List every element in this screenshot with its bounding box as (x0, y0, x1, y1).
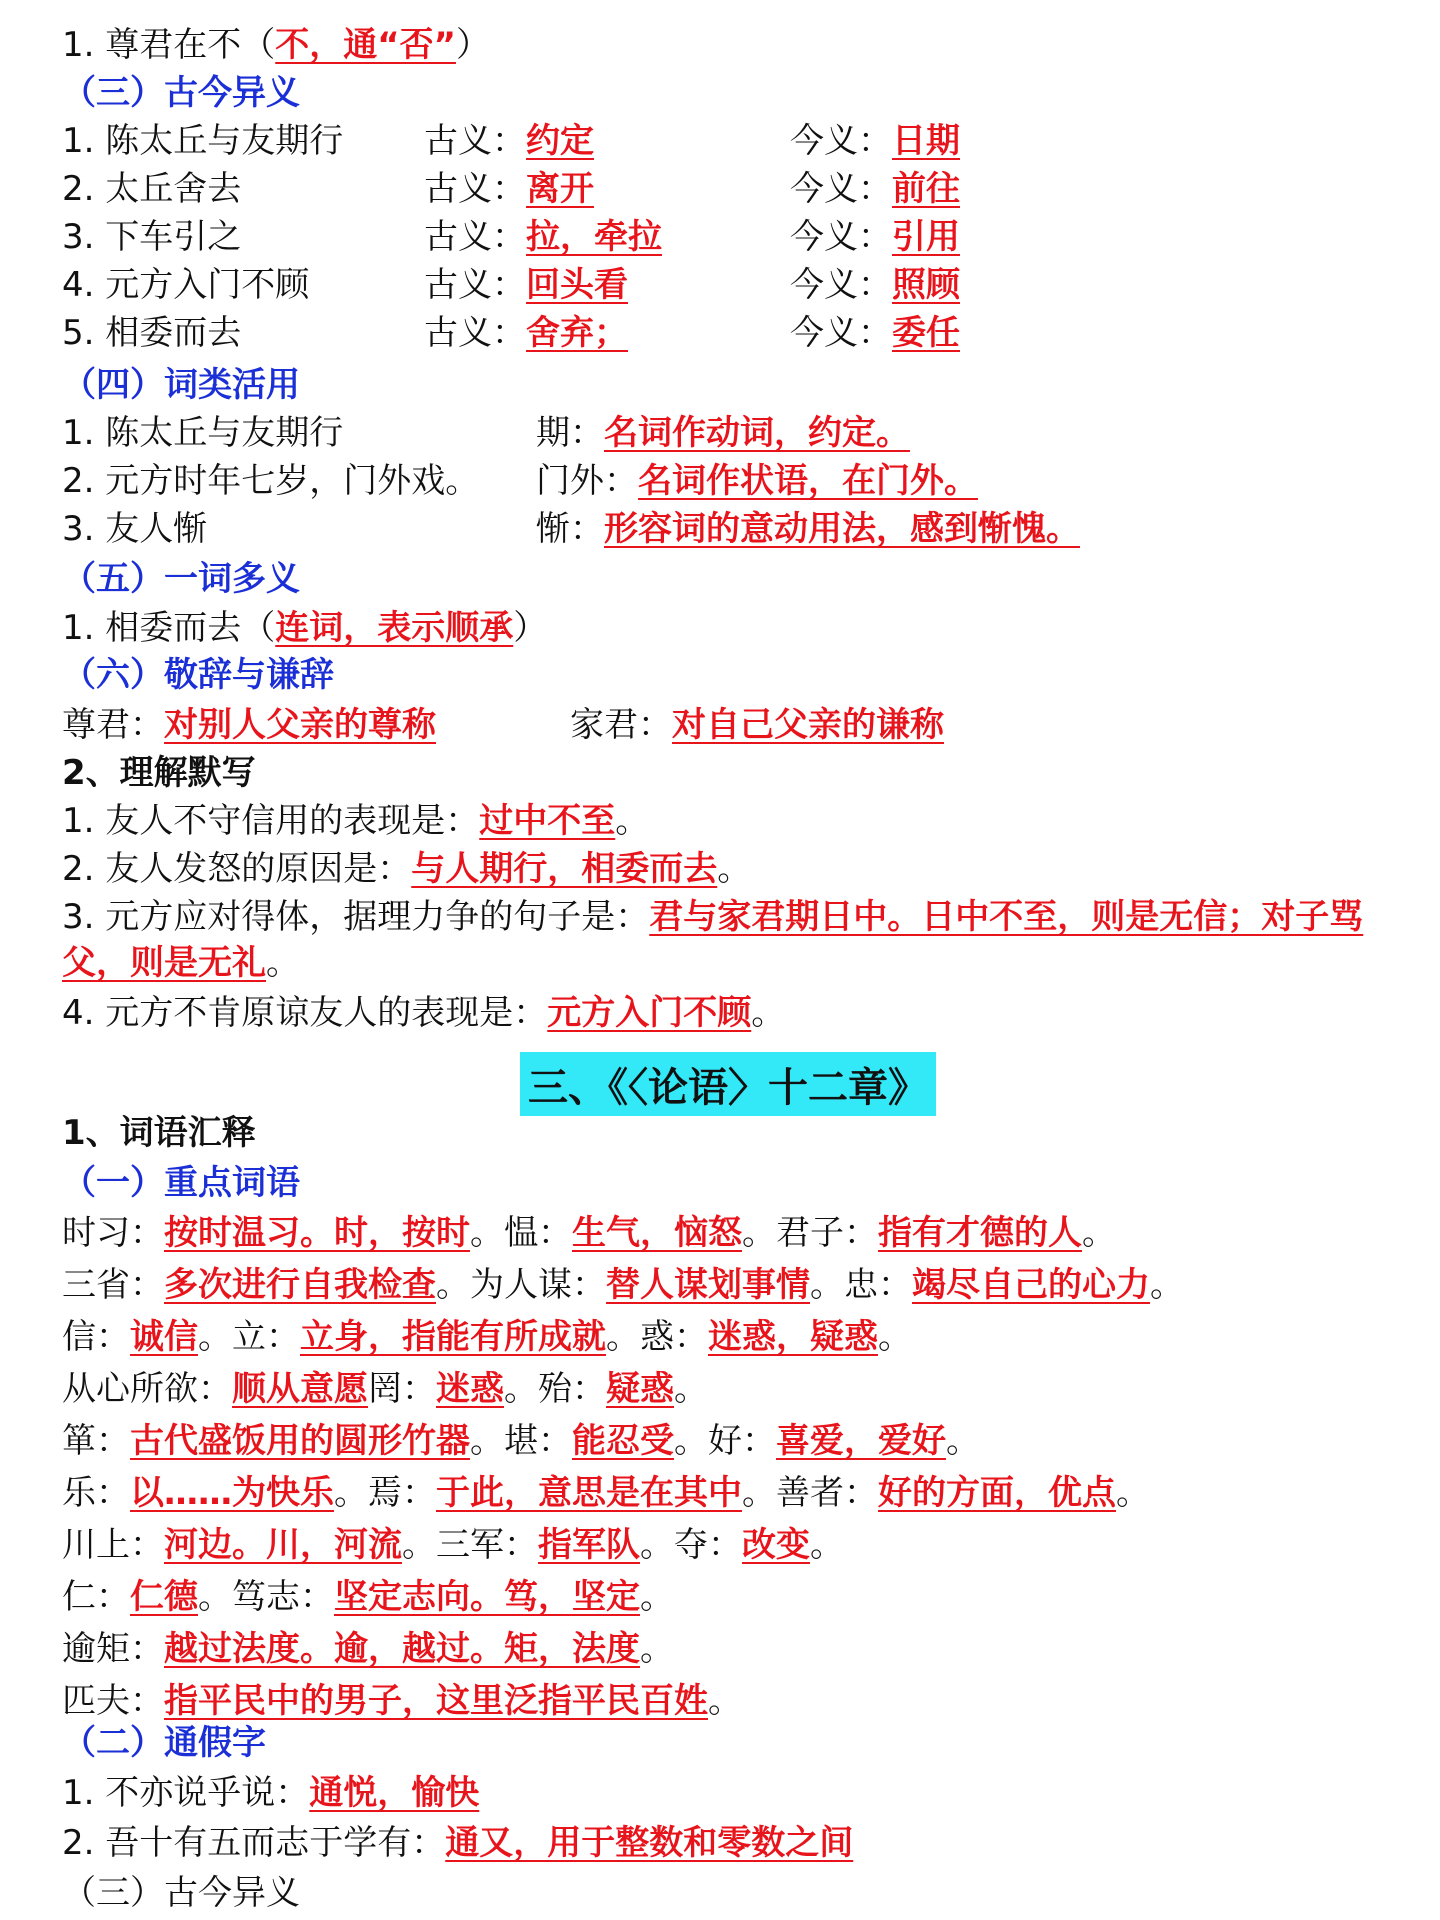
cilei-cell (536, 410, 910, 456)
vocab-answer: 生气，恼怒 (572, 1213, 742, 1253)
heading-cilei: （四）词类活用 (62, 365, 300, 405)
gu-answer: 约定 (526, 121, 594, 161)
gu-cell (424, 310, 628, 356)
vocab-answer: 能忍受 (572, 1421, 674, 1461)
answer-text: 名词作动词，约定。 (604, 413, 910, 453)
lijie-item-1 (62, 798, 1400, 844)
vocab-label: 。 (1116, 1473, 1150, 1513)
phrase-text: 4. 元方入门不顾 (62, 265, 310, 305)
vocab-answer: 替人谋划事情 (606, 1265, 810, 1305)
gu-answer: 回头看 (526, 265, 628, 305)
vocab-answer: 指平民中的男子，这里泛指平民百姓 (164, 1681, 708, 1721)
jin-label: 今义： (790, 313, 892, 353)
vocab-answer: 好的方面，优点 (878, 1473, 1116, 1513)
vocab-label: 。夺： (640, 1525, 742, 1565)
gujin-row (62, 166, 1400, 212)
heading-jingci: （六）敬辞与谦辞 (62, 655, 334, 695)
vocab-answer: 迷惑 (436, 1369, 504, 1409)
vocab-answer: 迷惑，疑惑 (708, 1317, 878, 1357)
vocab-answer: 仁德 (130, 1577, 198, 1617)
item-text: 2. 友人发怒的原因是： (62, 849, 412, 889)
vocab-label: 。善者： (742, 1473, 878, 1513)
cilei-row (62, 506, 1400, 552)
gu-answer: 舍弃； (526, 313, 628, 353)
phrase-text: 1. 陈太丘与友期行 (62, 121, 344, 161)
answer-text: 君与家君期日中。日中不至，则是无信；对子骂父，则是无礼 (62, 897, 1364, 983)
item-close: ） (513, 608, 548, 648)
vocab-line (62, 1262, 1400, 1308)
item-text: 2. 吾十有五而志于学有： (62, 1823, 446, 1863)
jin-cell (790, 214, 960, 260)
gu-answer: 拉，牵拉 (526, 217, 662, 257)
vocab-answer: 指有才德的人 (878, 1213, 1082, 1253)
item-end: 。 (266, 943, 300, 983)
vocab-label: 。 (1150, 1265, 1184, 1305)
gu-label: 古义： (424, 121, 526, 161)
vocab-label: 。堪： (470, 1421, 572, 1461)
vocab-line (62, 1470, 1400, 1516)
answer-text: 不，通“否” (275, 25, 456, 65)
vocab-label: 。 (640, 1629, 674, 1669)
phrase-text: 2. 元方时年七岁，门外戏。 (62, 461, 480, 501)
jin-answer: 日期 (892, 121, 960, 161)
vocab-label: 信： (62, 1317, 130, 1357)
cilei-cell (536, 506, 1080, 552)
answer-text: 通又，用于整数和零数之间 (445, 1823, 854, 1863)
vocab-label: 。 (1082, 1213, 1116, 1253)
item-end: 。 (717, 849, 752, 889)
vocab-label: 匹夫： (62, 1681, 164, 1721)
lijie-item-2 (62, 846, 1400, 892)
vocab-answer: 立身，指能有所成就 (300, 1317, 606, 1357)
phrase-text: 5. 相委而去 (62, 313, 242, 353)
word-label: 门外： (536, 461, 638, 501)
item-text: 4. 元方不肯原谅友人的表现是： (62, 993, 548, 1033)
cilei-row (62, 410, 1400, 456)
phrase-text: 3. 友人惭 (62, 509, 208, 549)
phrase-text: 1. 陈太丘与友期行 (62, 413, 344, 453)
vocab-answer: 疑惑 (606, 1369, 674, 1409)
gu-label: 古义： (424, 217, 526, 257)
vocab-label: 。三军： (402, 1525, 538, 1565)
vocab-label: 。殆： (504, 1369, 606, 1409)
answer-text: 名词作状语，在门外。 (638, 461, 978, 501)
vocab-label: 。愠： (470, 1213, 572, 1253)
jin-answer: 委任 (892, 313, 960, 353)
item-text: 1. 相委而去（ (62, 608, 276, 648)
vocab-label: 。忠： (810, 1265, 912, 1305)
vocab-label: 箪： (62, 1421, 130, 1461)
vocab-answer: 顺从意愿 (232, 1369, 368, 1409)
jin-cell (790, 166, 960, 212)
yiciduoyi-item (62, 605, 1400, 651)
vocab-label: 。 (878, 1317, 912, 1357)
word-label: 期： (536, 413, 604, 453)
vocab-line (62, 1314, 1400, 1360)
jin-answer: 前往 (892, 169, 960, 209)
vocab-line (62, 1626, 1400, 1672)
answer-text: 通悦，愉快 (309, 1773, 480, 1813)
answer-zunjun: 对别人父亲的尊称 (164, 705, 436, 745)
gu-label: 古义： (424, 169, 526, 209)
gujin-row (62, 262, 1400, 308)
cilei-cell (536, 458, 978, 504)
item-text: 1. 友人不守信用的表现是： (62, 801, 480, 841)
answer-text: 形容词的意动用法，感到惭愧。 (604, 509, 1080, 549)
vocab-label: 。为人谋： (436, 1265, 606, 1305)
gujin-row (62, 214, 1400, 260)
heading-yiciduoyi: （五）一词多义 (62, 559, 300, 599)
vocab-label: 。 (810, 1525, 844, 1565)
label-zunjun: 尊君： (62, 705, 164, 745)
vocab-answer: 喜爱，爱好 (776, 1421, 946, 1461)
vocab-answer: 古代盛饭用的圆形竹器 (130, 1421, 470, 1461)
jin-answer: 引用 (892, 217, 960, 257)
vocab-label: 。焉： (334, 1473, 436, 1513)
vocab-answer: 指军队 (538, 1525, 640, 1565)
jin-cell (790, 310, 960, 356)
jin-label: 今义： (790, 169, 892, 209)
jin-cell (790, 118, 960, 164)
vocab-line (62, 1210, 1400, 1256)
jingci-row (62, 702, 1400, 748)
vocab-label: 。立： (198, 1317, 300, 1357)
heading-gujin: （三）古今异义 (62, 73, 300, 113)
gu-label: 古义： (424, 265, 526, 305)
answer-text: 与人期行，相委而去 (411, 849, 718, 889)
vocab-answer: 以……为快乐 (130, 1473, 334, 1513)
answer-text: 过中不至 (479, 801, 616, 841)
lunyu-banner: 三、《〈论语〉十二章》 (520, 1052, 936, 1116)
gujin-row (62, 118, 1400, 164)
vocab-answer: 诚信 (130, 1317, 198, 1357)
vocab-answer: 改变 (742, 1525, 810, 1565)
vocab-answer: 于此，意思是在其中 (436, 1473, 742, 1513)
item-text: 3. 元方应对得体，据理力争的句子是： (62, 897, 650, 937)
word-label: 惭： (536, 509, 604, 549)
top-item (62, 22, 1400, 68)
gu-answer: 离开 (526, 169, 594, 209)
answer-text: 元方入门不顾 (547, 993, 752, 1033)
vocab-label: 三省： (62, 1265, 164, 1305)
item-close: ） (455, 25, 490, 65)
vocab-label: 川上： (62, 1525, 164, 1565)
gu-cell (424, 262, 628, 308)
jin-label: 今义： (790, 121, 892, 161)
heading-gujin-2: （三）古今异义 (62, 1873, 300, 1913)
phrase-text: 2. 太丘舍去 (62, 169, 242, 209)
vocab-label: 。 (640, 1577, 674, 1617)
answer-text: 连词，表示顺承 (275, 608, 514, 648)
vocab-label: 从心所欲： (62, 1369, 232, 1409)
heading-cihui: 1、词语汇释 (62, 1113, 256, 1153)
item-end: 。 (615, 801, 650, 841)
vocab-label: 罔： (368, 1369, 436, 1409)
vocab-label: 。 (708, 1681, 742, 1721)
vocab-label: 。好： (674, 1421, 776, 1461)
vocab-label: 。惑： (606, 1317, 708, 1357)
vocab-line (62, 1366, 1400, 1412)
vocab-line (62, 1678, 1400, 1724)
vocab-label: 逾矩： (62, 1629, 164, 1669)
heading-zhongdian: （一）重点词语 (62, 1163, 300, 1203)
gujin-row (62, 310, 1400, 356)
gu-label: 古义： (424, 313, 526, 353)
item-end: 。 (751, 993, 786, 1033)
vocab-answer: 竭尽自己的心力 (912, 1265, 1150, 1305)
item-text: 1. 不亦说乎说： (62, 1773, 310, 1813)
vocab-line (62, 1522, 1400, 1568)
gu-cell (424, 166, 594, 212)
vocab-line (62, 1418, 1400, 1464)
vocab-label: 时习： (62, 1213, 164, 1253)
vocab-line (62, 1574, 1400, 1620)
jin-label: 今义： (790, 217, 892, 257)
heading-lijie: 2、理解默写 (62, 753, 256, 793)
lijie-item-4 (62, 990, 1400, 1036)
vocab-answer: 多次进行自我检查 (164, 1265, 436, 1305)
jin-answer: 照顾 (892, 265, 960, 305)
jiajun-cell (570, 702, 944, 748)
gu-cell (424, 118, 594, 164)
heading-tongjia: （二）通假字 (62, 1723, 266, 1763)
vocab-label: 。笃志： (198, 1577, 334, 1617)
vocab-label: 乐： (62, 1473, 130, 1513)
vocab-answer: 按时温习。时，按时 (164, 1213, 470, 1253)
phrase-text: 3. 下车引之 (62, 217, 242, 257)
item-text: 1. 尊君在不（ (62, 25, 276, 65)
vocab-label: 仁： (62, 1577, 130, 1617)
vocab-label: 。君子： (742, 1213, 878, 1253)
vocab-answer: 河边。川，河流 (164, 1525, 402, 1565)
label-jiajun: 家君： (570, 705, 672, 745)
gu-cell (424, 214, 662, 260)
jin-cell (790, 262, 960, 308)
vocab-answer: 越过法度。逾，越过。矩，法度 (164, 1629, 640, 1669)
vocab-label: 。 (946, 1421, 980, 1461)
vocab-answer: 坚定志向。笃，坚定 (334, 1577, 640, 1617)
jin-label: 今义： (790, 265, 892, 305)
cilei-row (62, 458, 1400, 504)
answer-jiajun: 对自己父亲的谦称 (672, 705, 944, 745)
vocab-label: 。 (674, 1369, 708, 1409)
tongjia-item-2 (62, 1820, 1400, 1866)
lijie-item-3 (62, 894, 1400, 986)
tongjia-item-1 (62, 1770, 1400, 1816)
